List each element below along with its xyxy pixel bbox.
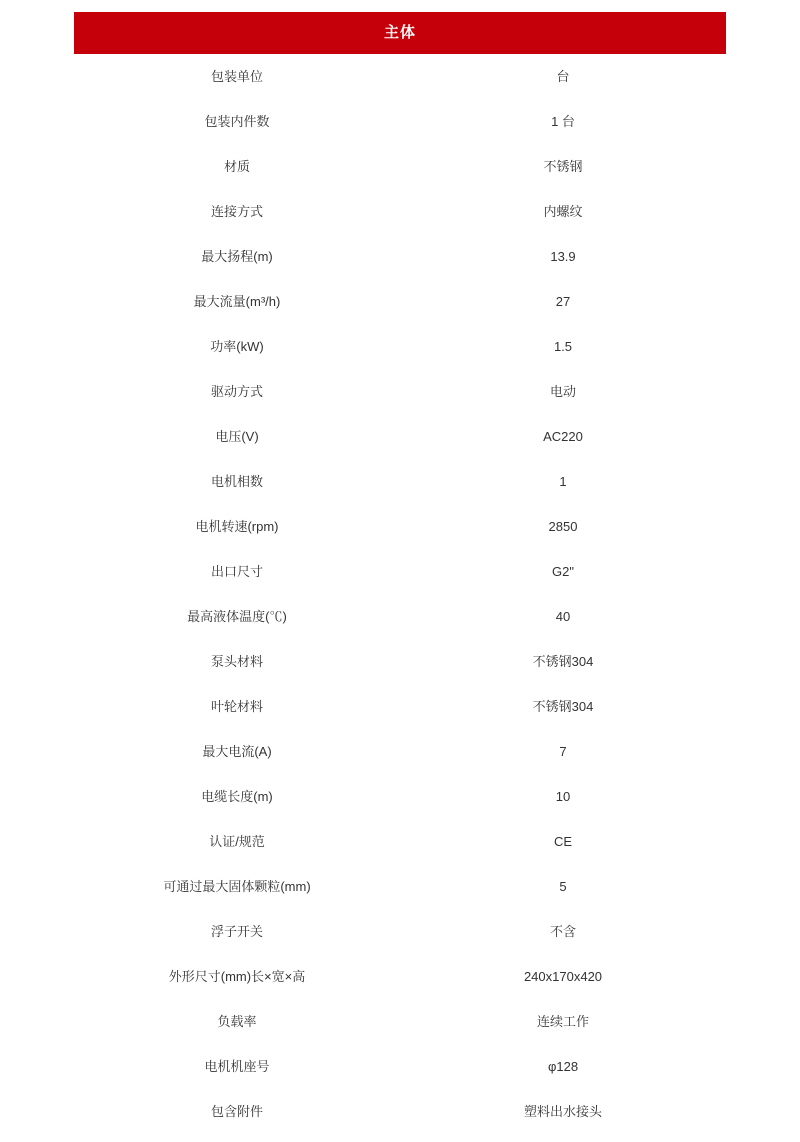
table-row [74, 819, 726, 864]
spec-label: 认证/规范 [209, 833, 265, 849]
table-row [74, 414, 726, 459]
spec-value: 台 [556, 68, 570, 84]
spec-label: 可通过最大固体颗粒(mm) [163, 878, 311, 894]
spec-value: φ128 [547, 1058, 579, 1074]
spec-label: 最大电流(A) [202, 743, 272, 759]
spec-label: 最大流量(m³/h) [193, 293, 281, 309]
spec-value: 10 [555, 788, 571, 804]
spec-label: 包装内件数 [204, 113, 270, 129]
table-row [74, 279, 726, 324]
spec-value: 1 [559, 473, 567, 489]
spec-value: 不含 [549, 923, 576, 939]
spec-value: 1.5 [553, 338, 573, 354]
spec-value: 27 [555, 293, 571, 309]
table-row [74, 459, 726, 504]
table-row [74, 99, 726, 144]
spec-value: G2" [552, 563, 574, 579]
table-row [74, 189, 726, 234]
spec-label: 外形尺寸(mm)长×宽×高 [168, 968, 306, 984]
spec-value: 1 台 [551, 113, 575, 129]
spec-label: 电机转速(rpm) [195, 518, 279, 534]
table-row [74, 864, 726, 909]
section-title: 主体 [74, 12, 726, 54]
spec-label: 材质 [223, 158, 250, 174]
table-row [74, 369, 726, 414]
table-row [74, 54, 726, 99]
spec-value: 内螺纹 [543, 203, 583, 219]
spec-label: 泵头材料 [210, 653, 263, 669]
table-row [74, 684, 726, 729]
spec-label: 最高液体温度(℃) [187, 608, 287, 624]
table-row [74, 1044, 726, 1089]
table-row [74, 774, 726, 819]
table-row [74, 639, 726, 684]
spec-value: 塑料出水接头 [523, 1103, 602, 1119]
spec-value: 5 [559, 878, 567, 894]
table-row [74, 549, 726, 594]
spec-value: 不锈钢304 [532, 698, 594, 714]
table-row [74, 144, 726, 189]
spec-value: 40 [555, 608, 571, 624]
spec-label: 包装单位 [210, 68, 263, 84]
spec-label: 出口尺寸 [210, 563, 263, 579]
table-row [74, 324, 726, 369]
spec-value: AC220 [543, 428, 583, 444]
spec-label: 浮子开关 [210, 923, 263, 939]
table-row [74, 594, 726, 639]
table-row [74, 999, 726, 1044]
spec-label: 功率(kW) [210, 338, 264, 354]
table-row [74, 909, 726, 954]
spec-value: 不锈钢 [543, 158, 583, 174]
table-row [74, 954, 726, 999]
spec-label: 连接方式 [210, 203, 263, 219]
spec-value: 不锈钢304 [532, 653, 594, 669]
spec-value: 7 [559, 743, 567, 759]
spec-label: 电机相数 [210, 473, 263, 489]
spec-label: 叶轮材料 [210, 698, 263, 714]
spec-label: 电机机座号 [204, 1058, 270, 1074]
spec-value: CE [553, 833, 573, 849]
spec-label: 驱动方式 [210, 383, 263, 399]
spec-value: 240x170x420 [523, 968, 603, 984]
spec-label: 负载率 [217, 1013, 257, 1029]
table-row [74, 729, 726, 774]
spec-label: 电压(V) [215, 428, 259, 444]
table-row [74, 234, 726, 279]
spec-value: 2850 [548, 518, 578, 534]
spec-value: 连续工作 [536, 1013, 589, 1029]
spec-label: 最大扬程(m) [201, 248, 273, 264]
spec-value: 13.9 [550, 248, 576, 264]
table-row [74, 504, 726, 549]
spec-value: 电动 [549, 383, 576, 399]
spec-label: 电缆长度(m) [201, 788, 273, 804]
specification-table [74, 54, 726, 1134]
spec-label: 包含附件 [210, 1103, 263, 1119]
specification-table-body [74, 54, 726, 1134]
table-row [74, 1089, 726, 1134]
